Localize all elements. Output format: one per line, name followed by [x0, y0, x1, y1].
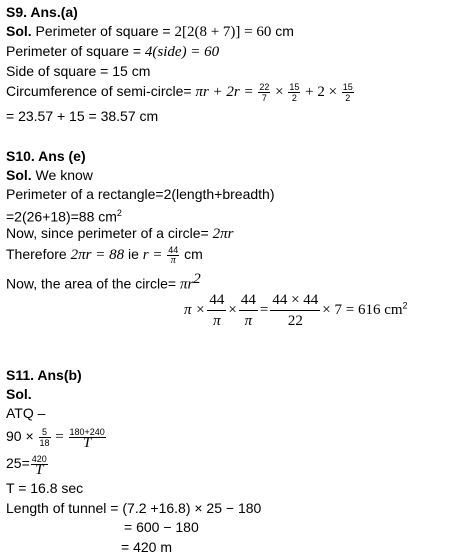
- operator: ×: [228, 302, 237, 319]
- s11-speed-line: [6, 450, 49, 476]
- sol-label: Sol.: [6, 23, 32, 39]
- fraction: [39, 427, 51, 448]
- s10-area-line: [6, 270, 201, 294]
- superscript: 2: [116, 208, 122, 218]
- text: Now, the area of the circle=: [6, 275, 180, 292]
- math-expr: × 7 = 616 cm: [322, 302, 403, 319]
- s9-result-line: = 23.57 + 15 = 38.57 cm: [6, 108, 159, 124]
- denominator: T: [82, 434, 92, 451]
- s10-circle-perimeter-line: [6, 224, 233, 243]
- s10-rectangle-line: Perimeter of a rectangle=2(length+breadth): [6, 186, 275, 202]
- s10-radius-line: [6, 242, 203, 267]
- fraction: [31, 453, 48, 478]
- fraction: [258, 82, 270, 103]
- text: Circumference of semi-circle=: [6, 83, 196, 99]
- denominator: 2: [291, 92, 297, 103]
- fraction: [288, 82, 300, 103]
- denominator: 22: [287, 313, 303, 329]
- denominator: π: [213, 313, 221, 329]
- unit: cm: [180, 246, 203, 262]
- math-expr: 2πr: [212, 226, 234, 242]
- unit: cm: [271, 23, 294, 39]
- sol-label: Sol.: [6, 167, 32, 183]
- numerator: 180+240: [69, 426, 105, 437]
- denominator: T: [35, 461, 44, 478]
- text: Now, since perimeter of a circle=: [6, 225, 213, 241]
- text: Therefore: [6, 246, 71, 262]
- operator: + 2 ×: [301, 84, 341, 100]
- numerator: 44 × 44: [270, 290, 320, 311]
- s11-result-line: = 420 m: [121, 539, 172, 555]
- numerator: 420: [31, 453, 47, 464]
- s11-atq-line: ATQ –: [6, 405, 46, 421]
- text: Perimeter of square =: [6, 43, 145, 59]
- numerator: 44: [207, 290, 226, 311]
- numerator: 15: [289, 81, 300, 92]
- numerator: 5: [39, 427, 51, 438]
- s9-perimeter-side-line: [6, 42, 219, 61]
- fraction: [207, 290, 226, 331]
- math-expr: 2πr = 88: [70, 247, 125, 263]
- text: We know: [31, 167, 93, 183]
- math-expr: πr: [179, 276, 194, 293]
- numerator: 22: [259, 81, 270, 92]
- s10-area-equation: [184, 290, 408, 331]
- operator: ×: [271, 84, 288, 100]
- fraction: [270, 290, 320, 331]
- text: ie: [124, 246, 143, 262]
- s9-circumference-line: [6, 79, 355, 104]
- numerator: 44: [168, 244, 179, 255]
- s11-tunnel-line: Length of tunnel = (7.2 +16.8) × 25 − 180: [6, 500, 262, 516]
- denominator: π: [244, 313, 253, 329]
- math-expr: πr + 2r =: [195, 84, 258, 100]
- s10-perimeter-value-line: [6, 204, 122, 226]
- numerator: 15: [342, 81, 353, 92]
- fraction: [167, 245, 179, 266]
- math-expr: r =: [142, 247, 167, 263]
- denominator: 18: [39, 437, 50, 448]
- denominator: 7: [261, 92, 267, 103]
- s9-side-line: Side of square = 15 cm: [6, 63, 151, 79]
- s9-perimeter-line: [6, 22, 294, 41]
- denominator: π: [170, 254, 176, 266]
- numerator: 44: [239, 290, 258, 311]
- superscript: 2: [402, 300, 408, 311]
- operator: =: [259, 302, 269, 319]
- superscript: 2: [193, 271, 201, 287]
- text: 25=: [6, 455, 30, 471]
- math-expr: 4(side) = 60: [144, 44, 220, 60]
- fraction: [239, 290, 258, 331]
- s11-subtraction-line: = 600 − 180: [124, 519, 199, 535]
- fraction: [69, 426, 106, 451]
- math-expr: π ×: [184, 302, 206, 319]
- text: =2(26+18)=88 cm: [6, 208, 117, 225]
- s10-heading: S10. Ans (e): [6, 148, 86, 164]
- s11-time-line: T = 16.8 sec: [6, 480, 84, 496]
- s11-sol-label: Sol.: [6, 386, 32, 402]
- fraction: [342, 82, 354, 103]
- text: Perimeter of square =: [31, 23, 175, 39]
- s11-heading: S11. Ans(b): [6, 367, 82, 383]
- denominator: 2: [345, 92, 351, 103]
- text: 90 ×: [6, 428, 38, 444]
- math-expr: 2[2(8 + 7)] = 60: [174, 24, 272, 40]
- s9-heading: S9. Ans.(a): [6, 4, 78, 20]
- operator: =: [51, 429, 68, 445]
- s10-sol-line: [6, 166, 93, 184]
- s11-equation-line: [6, 422, 107, 451]
